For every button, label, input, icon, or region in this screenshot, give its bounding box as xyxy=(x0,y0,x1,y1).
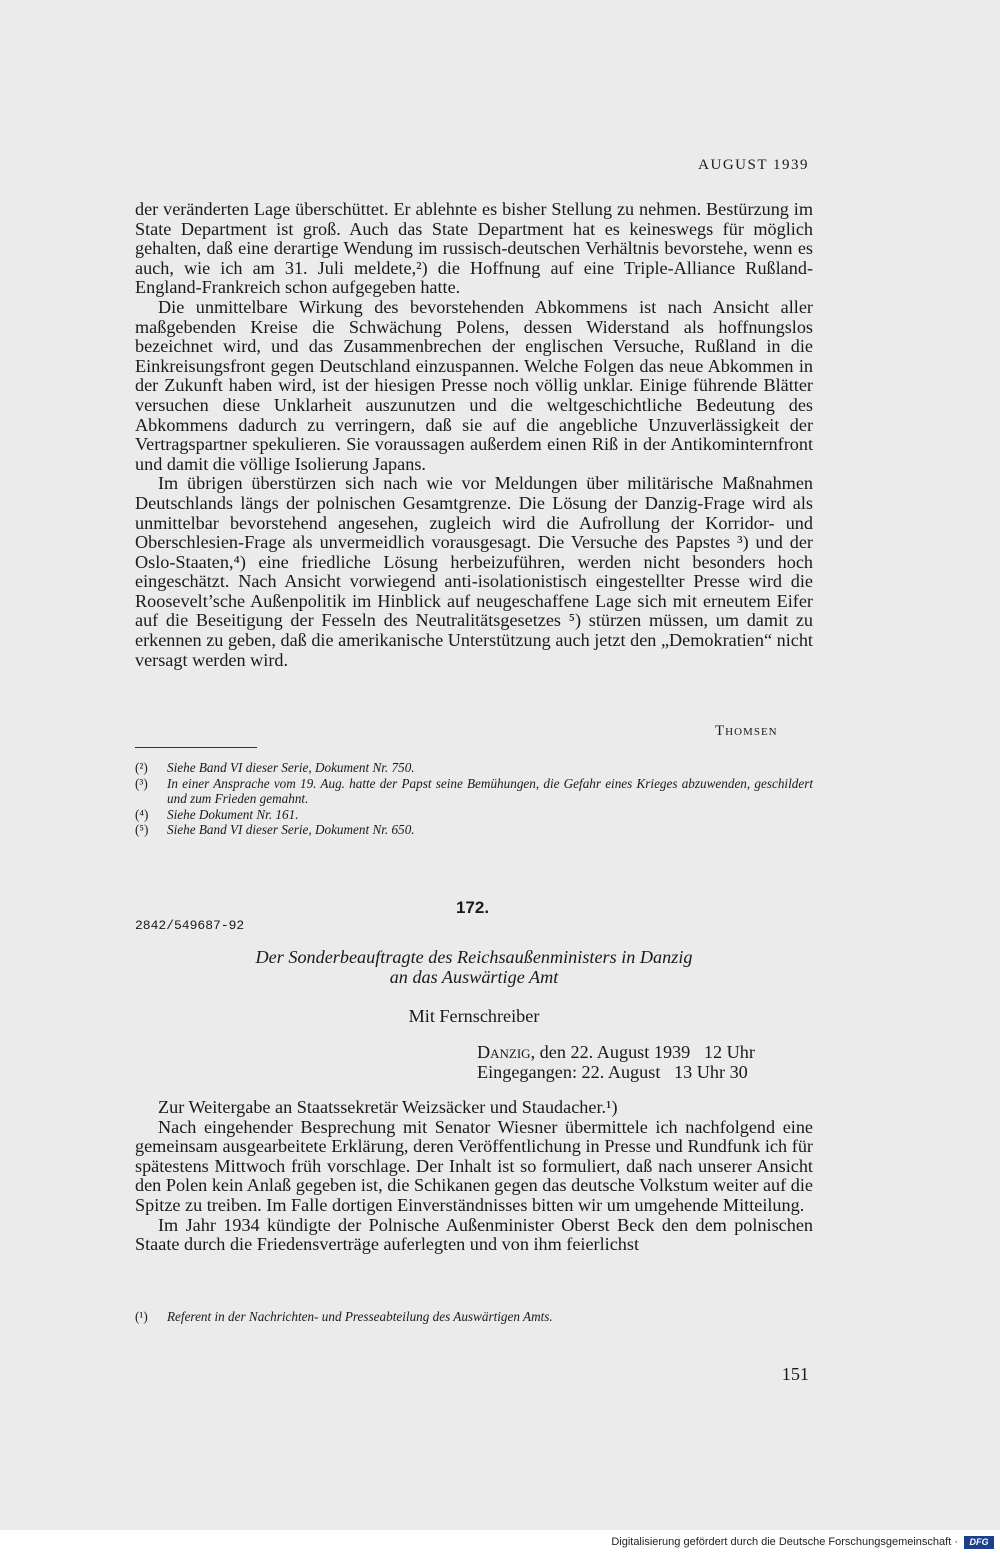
signature: Thomsen xyxy=(715,723,778,739)
transmission-medium: Mit Fernschreiber xyxy=(408,1006,540,1026)
footnotes xyxy=(135,760,813,838)
running-head: AUGUST 1939 xyxy=(698,157,809,173)
footnote xyxy=(135,1309,813,1325)
footnote-text: Siehe Band VI dieser Serie, Dokument Nr. 650. xyxy=(167,822,415,837)
document-heading xyxy=(135,948,813,987)
paragraph: Im Jahr 1934 kündigte der Polnische Außenminister Oberst Beck den dem polnischen Staate durch die Friedensverträge auferlegten und von ihm feierlichst xyxy=(135,1214,813,1255)
paragraph: Die unmittelbare Wirkung des bevorstehenden Abkommens ist nach Ansicht aller maßgebenden Kreise die Schwächung Polens, dessen Widerstand als hoffnungslos bezeichnet wird, und das Zusammenbrechen der englischen Versuche, Rußland in die Einkreisungsfront gegen Deutschland einzuspannen. Welche Folgen das neue Abkommen in der Zukunft haben wird, ist der hiesigen Presse noch völlig unklar. Einige führende Blätter versuchen diese Unklarheit auszunutzen und die weltgeschichtliche Bedeutung des Abkommens dadurch zu verringern, daß sie auf die angebliche Unzuverlässigkeit der Vertragspartner spekulieren. Sie voraussagen außerdem einen Riß in der Antikominternfront und damit die völlige Isolierung Japans. xyxy=(135,296,813,474)
received-line: Eingegangen: 22. August 13 Uhr 30 xyxy=(477,1062,748,1082)
footnote-text: Siehe Dokument Nr. 161. xyxy=(167,806,299,822)
credit-bar xyxy=(0,1530,1000,1554)
date-time: , den 22. August 1939 12 Uhr xyxy=(530,1042,755,1062)
place: Danzig xyxy=(477,1042,531,1062)
footnote-text: In einer Ansprache vom 19. Aug. hatte der Papst seine Bemühungen, die Gefahr eines Krieges abzuwenden, geschildert und zum Frieden gemahnt. xyxy=(167,775,813,806)
letter-body-continued xyxy=(135,200,813,670)
footnote-divider xyxy=(135,747,257,748)
paragraph: der veränderten Lage überschüttet. Er ablehnte es bisher Stellung zu nehmen. Bestürzung im State Department ist groß. Auch das State Department hat es keineswegs für möglich gehalten, daß eine derartige Wendung im russisch-deutschen Verhältnis bevorstehe, wenn es auch, wie ich am 31. Juli meldete,²) die Hoffnung auf eine Triple-Alliance Rußland-England-Frankreich schon aufgegeben hatte. xyxy=(135,199,813,298)
footnote xyxy=(135,776,813,807)
footnote xyxy=(135,822,813,838)
heading-line: an das Auswärtige Amt xyxy=(389,966,559,987)
paragraph: Zur Weitergabe an Staatssekretär Weizsäcker und Staudacher.¹) xyxy=(158,1097,618,1117)
footnote xyxy=(135,807,813,823)
footnotes xyxy=(135,1309,813,1325)
footnote xyxy=(135,760,813,776)
paragraph: Im übrigen überstürzen sich nach wie vor Meldungen über militärische Maßnahmen Deutschlands längs der polnischen Gesamtgrenze. Die Lösung der Danzig-Frage wird als unmittelbar bevorstehend angesehen, zugleich wird die Aufrollung der Korridor- und Oberschlesien-Frage als unvermeidlich vorausgesagt. Die Versuche des Papstes ³) und der Oslo-Staaten,⁴) eine friedliche Lösung herbeizuführen, werden nicht besonders hoch eingeschätzt. Nach Ansicht vorwiegend anti-isolationistisch eingestellter Presse wird die Roosevelt’sche Außenpolitik im Hinblick auf neugeschaffene Lage sich mit erneutem Eifer auf die Beseitigung der Fesseln des Neutralitätsgesetzes ⁵) stürzen müssen, um damit zu erkennen zu geben, daß die amerikanische Unterstützung auch jetzt den „Demokratien“ nicht versagt werden wird. xyxy=(135,473,813,670)
archive-reference: 2842/549687-92 xyxy=(135,918,245,933)
footnote-marker: (¹) xyxy=(135,1309,148,1324)
page-number: 151 xyxy=(781,1364,809,1384)
heading-line: Der Sonderbeauftragte des Reichsaußenministers in Danzig xyxy=(255,947,693,967)
date-line xyxy=(477,1042,755,1062)
footnote-marker: (⁵) xyxy=(135,822,149,837)
paragraph: Nach eingehender Besprechung mit Senator Wiesner übermittele ich nachfolgend eine gemeinsam ausgearbeitete Erklärung, deren Veröffentlichung in Presse und Rundfunk ich für spätestens Mittwoch früh vorschlage. Der Inhalt ist so formuliert, daß nach unserer Ansicht den Polen kein Anlaß gegeben ist, die Schikanen gegen das deutsche Volkstum weiter auf die Spitze zu treiben. Im Falle dortigen Einverständnisses bitten wir um umgehende Mitteilung. xyxy=(135,1116,813,1215)
dateline xyxy=(477,1042,755,1082)
document-number: 172. xyxy=(455,898,490,917)
footnote-text: Siehe Band VI dieser Serie, Dokument Nr. 750. xyxy=(167,760,415,775)
footnote-marker: (²) xyxy=(135,760,148,775)
footnote-marker: (³) xyxy=(135,775,148,791)
letter-body xyxy=(135,1098,813,1255)
credit-text: Digitalisierung gefördert durch die Deutsche Forschungsgemeinschaft · xyxy=(611,1536,958,1548)
dfg-logo-icon: DFG xyxy=(964,1536,994,1549)
footnote-marker: (⁴) xyxy=(135,806,149,822)
footnote-text: Referent in der Nachrichten- und Presseabteilung des Auswärtigen Amts. xyxy=(167,1309,553,1324)
